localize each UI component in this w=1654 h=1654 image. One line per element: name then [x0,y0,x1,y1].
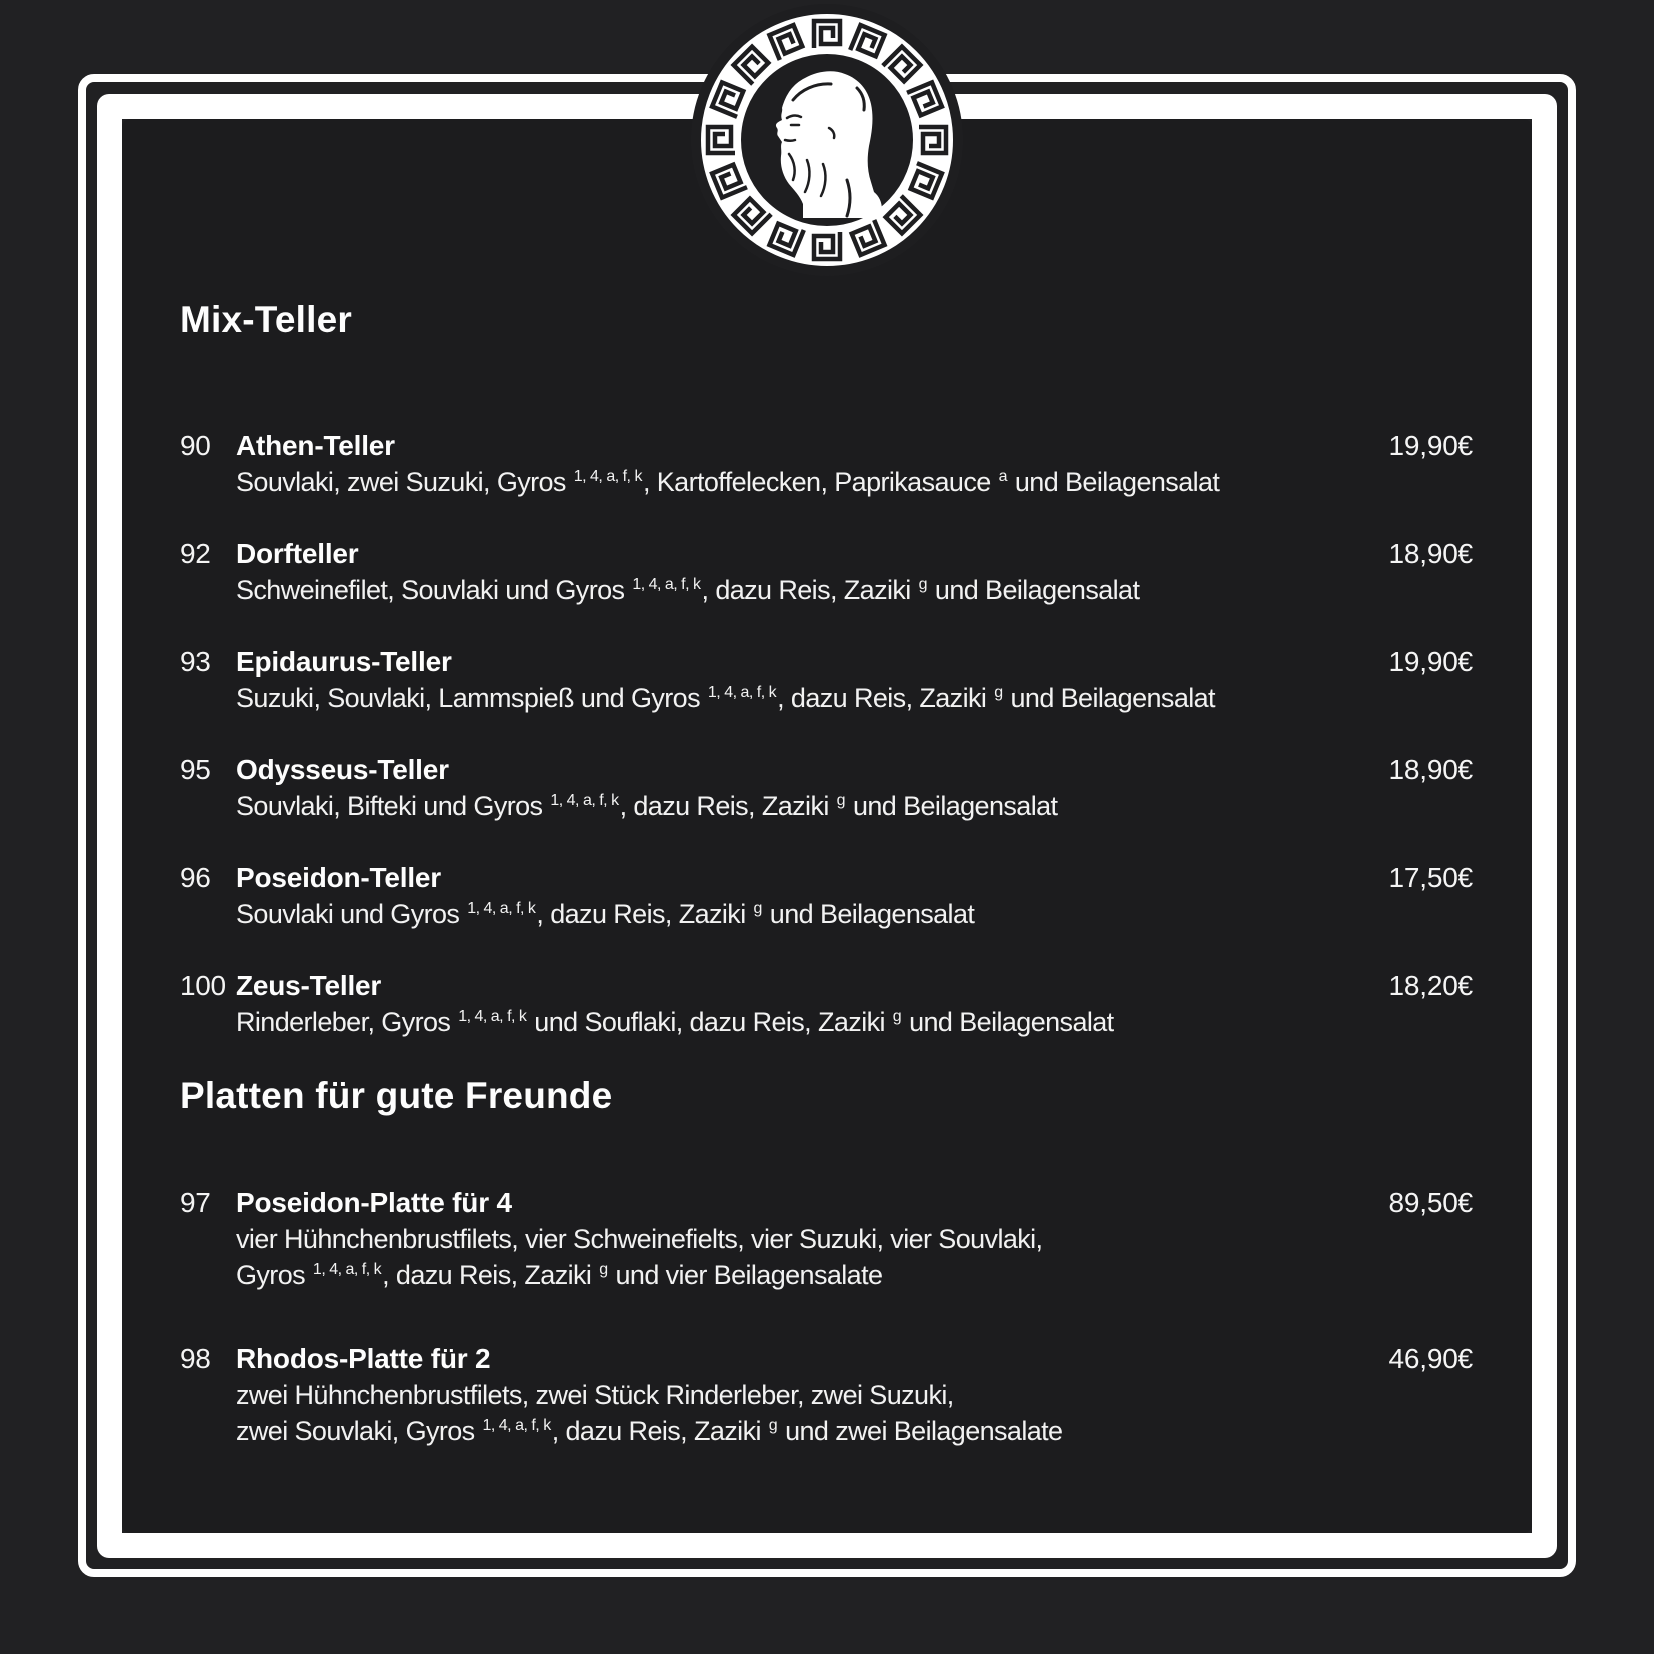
item-description-line: Suzuki, Souvlaki, Lammspieß und Gyros $^{1, 4, a, f, k}$, dazu Reis, Zaziki $^g$ und Beilagensalat [236,683,1215,713]
item-body [236,536,1323,608]
item-description-line: Gyros $^{1, 4, a, f, k}$, dazu Reis, Zaziki $^g$ und vier Beilagensalate [236,1260,883,1290]
item-price: 19,90€ [1388,430,1473,461]
item-price: 89,50€ [1388,1187,1473,1218]
item-body [236,1341,1323,1449]
item-name: Zeus-Teller [236,970,382,1001]
item-name: Poseidon-Platte für 4 [236,1187,512,1218]
item-description-line: vier Hühnchenbrustfilets, vier Schweinefielts, vier Suzuki, vier Souvlaki, [236,1224,1043,1254]
menu-item [180,644,1473,716]
item-body [236,752,1323,824]
menu-item [180,968,1473,1040]
item-body [236,644,1323,716]
item-body [236,1185,1323,1293]
item-name: Dorfteller [236,538,359,569]
item-price: 19,90€ [1388,646,1473,677]
item-body [236,968,1323,1040]
menu-item [180,536,1473,608]
menu-item [180,860,1473,932]
item-description-line: Rinderleber, Gyros $^{1, 4, a, f, k}$ und Souflaki, dazu Reis, Zaziki $^g$ und Beilagensalat [236,1007,1114,1037]
item-description-line: Schweinefilet, Souvlaki und Gyros $^{1, 4, a, f, k}$, dazu Reis, Zaziki $^g$ und Beilagensalat [236,575,1140,605]
menu-item [180,752,1473,824]
item-name: Odysseus-Teller [236,754,449,785]
item-number: 96 [180,862,211,893]
item-number: 92 [180,538,211,569]
restaurant-logo [687,0,967,280]
menu-item [180,1185,1473,1293]
item-price: 18,90€ [1388,538,1473,569]
item-name: Epidaurus-Teller [236,646,452,677]
menu-item [180,1341,1473,1449]
item-body [236,860,1323,932]
item-name: Athen-Teller [236,430,395,461]
menu-section [180,1076,1473,1449]
menu-item [180,428,1473,500]
item-description-line: zwei Hühnchenbrustfilets, zwei Stück Rinderleber, zwei Suzuki, [236,1380,954,1410]
menu-section [180,300,1473,1040]
item-description-line: Souvlaki, Bifteki und Gyros $^{1, 4, a, f, k}$, dazu Reis, Zaziki $^g$ und Beilagensalat [236,791,1058,821]
item-price: 18,90€ [1388,754,1473,785]
item-description-line: Souvlaki, zwei Suzuki, Gyros $^{1, 4, a, f, k}$, Kartoffelecken, Paprikasauce $^a$ und Beilagensalat [236,467,1220,497]
menu-content [180,123,1473,1497]
item-description-line: zwei Souvlaki, Gyros $^{1, 4, a, f, k}$, dazu Reis, Zaziki $^g$ und zwei Beilagensalate [236,1416,1063,1446]
item-number: 93 [180,646,211,677]
item-number: 90 [180,430,211,461]
item-description-line: Souvlaki und Gyros $^{1, 4, a, f, k}$, dazu Reis, Zaziki $^g$ und Beilagensalat [236,899,975,929]
item-name: Rhodos-Platte für 2 [236,1343,491,1374]
item-name: Poseidon-Teller [236,862,441,893]
item-number: 97 [180,1187,211,1218]
item-body [236,428,1323,500]
item-number: 98 [180,1343,211,1374]
section-heading: Platten für gute Freunde [180,1075,613,1116]
item-number: 100 [180,970,226,1001]
item-price: 18,20€ [1388,970,1473,1001]
item-number: 95 [180,754,211,785]
greek-philosopher-medallion-icon [687,0,967,280]
section-heading: Mix-Teller [180,299,352,340]
item-price: 17,50€ [1388,862,1473,893]
item-price: 46,90€ [1388,1343,1473,1374]
